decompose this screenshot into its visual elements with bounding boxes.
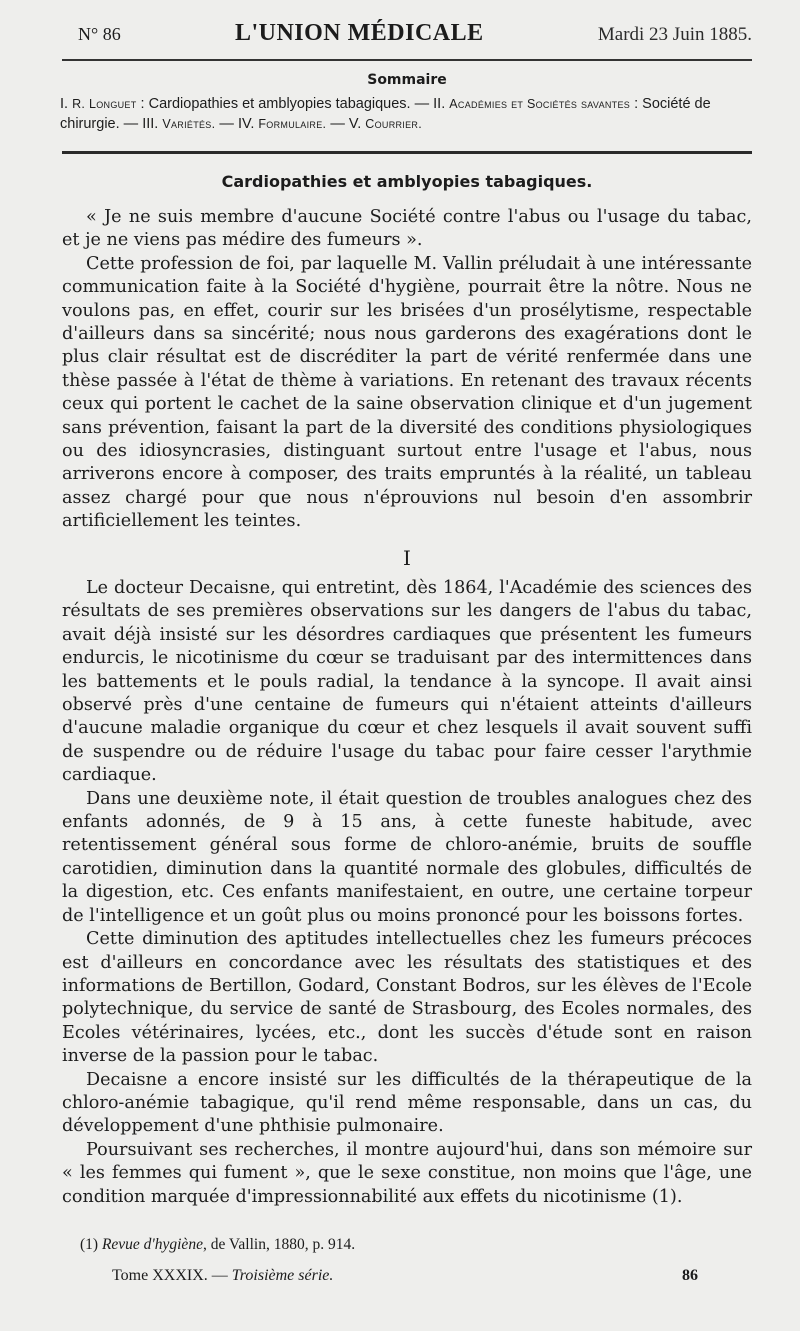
- footnote-source: Revue d'hygiène: [101, 1236, 203, 1253]
- sommaire-item-1-author: R. Longuet: [72, 97, 137, 111]
- sommaire-title: Sommaire: [367, 72, 447, 88]
- sommaire-item-4-num: — IV.: [215, 116, 259, 132]
- sommaire-item-2-text: : Société de chirurgie. —: [60, 96, 711, 132]
- article-title: Cardiopathies et amblyopies tabagiques.: [221, 172, 593, 191]
- sommaire-item-4-caps: Formulaire.: [258, 117, 327, 131]
- sommaire-item-5-caps: Courrier.: [365, 117, 422, 131]
- sommaire-item-1-num: I.: [60, 96, 69, 112]
- footnote-rest: , de Vallin, 1880, p. 914.: [202, 1236, 356, 1253]
- issue-date: Mardi 23 Juin 1885.: [597, 24, 752, 45]
- section-paragraph-4: Decaisne a encore insisté sur les difficultés de la thérapeutique de la chloro-anémie tabagique, qu'il rend même responsable, dans un cas, du développement d'une phthisie pulmonaire.: [62, 1069, 752, 1137]
- page-footer: [112, 1267, 698, 1285]
- sommaire-item-1-text: : Cardiopathies et amblyopies tabagiques. —: [136, 96, 434, 112]
- volume-info: [112, 1267, 333, 1285]
- sommaire-rule: [62, 151, 752, 154]
- journal-title: L'UNION MÉDICALE: [234, 20, 484, 46]
- page-number: 86: [682, 1267, 698, 1284]
- series-label: Troisième série.: [231, 1267, 334, 1284]
- sommaire-contents: [60, 94, 754, 134]
- issue-number: N° 86: [78, 24, 121, 44]
- intro-paragraph-1: « Je ne suis membre d'aucune Société contre l'abus ou l'usage du tabac, et je ne viens pas médire des fumeurs ».: [62, 207, 752, 251]
- section-body: [62, 577, 752, 1209]
- sommaire-item-2-caps: Académies et Sociétés savantes: [449, 97, 631, 111]
- tome-label: Tome XXXIX. —: [112, 1267, 232, 1284]
- sommaire-item-3-caps: Variétés.: [162, 117, 216, 131]
- sommaire-item-5-num: — V.: [326, 116, 366, 132]
- sommaire-item-3-num: III.: [142, 116, 163, 132]
- sommaire-item-2-num: II.: [433, 96, 450, 112]
- intro-paragraph-2: Cette profession de foi, par laquelle M. Vallin préludait à une intéressante communication faite à la Société d'hygiène, pourrait être la nôtre. Nous ne voulons pas, en effet, courir sur les brisées d'un prosélytisme, respectable d'ailleurs dans sa sincérité; nous nous garderons des exagérations dont le plus clair résultat est de discréditer la part de vérité renfermée dans une thèse passée à l'état de thème à variations. En retenant des travaux récents ceux qui portent le cachet de la saine observation clinique et d'un jugement sans prévention, faisant la part de la diversité des conditions physiologiques ou des idiosyncrasies, distinguant surtout entre l'usage et l'abus, nous arriverons encore à composer, des traits empruntés à la réalité, un tableau assez chargé pour que nous n'éprouvions nul besoin d'en assombrir artificiellement les teintes.: [62, 253, 752, 532]
- page-header: [62, 20, 752, 50]
- article-intro: [62, 206, 752, 534]
- section-paragraph-3: Cette diminution des aptitudes intellectuelles chez les fumeurs précoces est d'ailleurs en concordance avec les résultats des statistiques et des informations de Bertillon, Godard, Constant Bodros, sur les élèves de l'Ecole polytechnique, du service de santé de Strasbourg, des Ecoles normales, des Ecoles vétérinaires, lycées, etc., dont les succès d'étude sont en raison inverse de la passion pour le tabac.: [62, 929, 752, 1067]
- section-paragraph-5: Poursuivant ses recherches, il montre aujourd'hui, dans son mémoire sur « les femmes qui fument », que le sexe constitue, non moins que l'âge, une condition marquée d'impressionnabilité aux effets du nicotinisme (1).: [62, 1139, 752, 1207]
- section-heading: I: [403, 546, 411, 570]
- header-rule: [62, 59, 752, 61]
- section-paragraph-2: Dans une deuxième note, il était question de troubles analogues chez des enfants adonnés, de 9 à 15 ans, à cette funeste habitude, avec retentissement général sous forme de chloro-anémie, bruits de souffle carotidien, diminution dans la quantité normale des globules, difficultés de la digestion, etc. Ces enfants manifestaient, en outre, une certaine torpeur de l'intelligence et un goût plus ou moins prononcé pour les boissons fortes.: [62, 788, 752, 926]
- footnote: [80, 1236, 752, 1254]
- section-paragraph-1: Le docteur Decaisne, qui entretint, dès 1864, l'Académie des sciences des résultats de ses premières observations sur les dangers de l'abus du tabac, avait déjà insisté sur les désordres cardiaques que présentent les fumeurs endurcis, le nicotinisme du cœur se traduisant par des intermittences dans les battements et le pouls radial, la tendance à la syncope. Il avait ainsi observé près d'une centaine de fumeurs qui n'étaient atteints d'ailleurs d'aucune maladie organique du cœur et chez lesquels il avait souvent suffi de suspendre ou de réduire l'usage du tabac pour faire cesser l'arythmie cardiaque.: [62, 578, 752, 786]
- footnote-marker: (1): [80, 1236, 102, 1253]
